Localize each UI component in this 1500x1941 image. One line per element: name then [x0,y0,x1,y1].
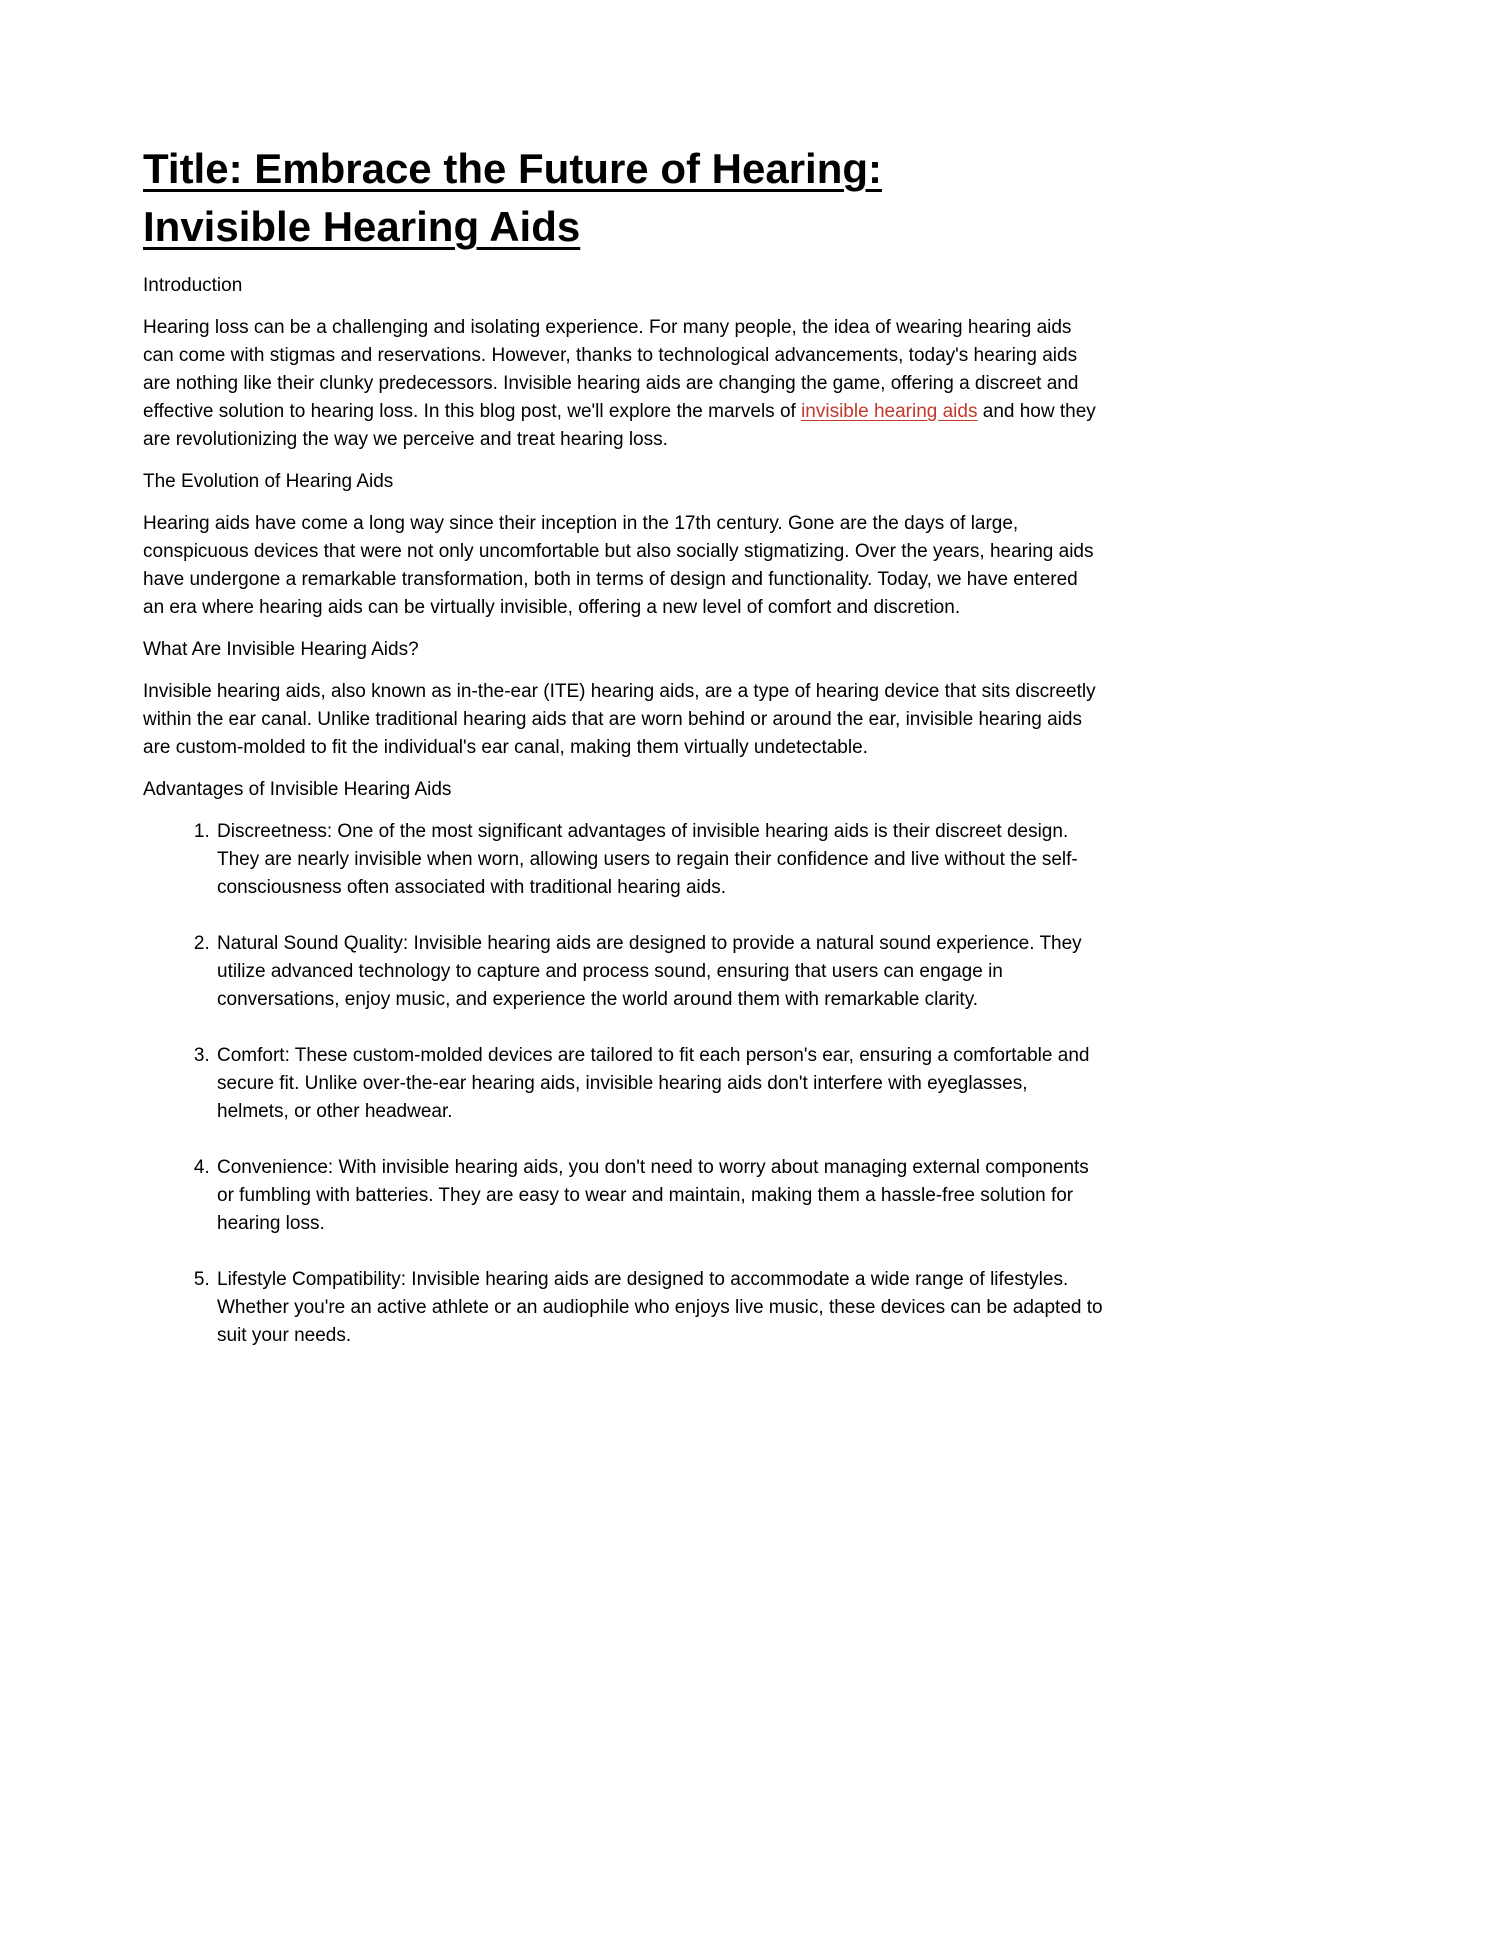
introduction-text-before-link: Hearing loss can be a challenging and isolating experience. For many people, the idea of wearing hearing aids can come with stigmas and reservations. However, thanks to technological advancements, today's hearing aids are nothing like their clunky predecessors. Invisible hearing aids are changing the game, offering a discreet and effective solution to hearing loss. In this blog post, we'll explore the marvels of [143,317,1079,422]
document-content [143,140,1103,1350]
page-title-line-2: Invisible Hearing Aids [143,203,581,250]
what-are-paragraph: Invisible hearing aids, also known as in-the-ear (ITE) hearing aids, are a type of hearing device that sits discreetly within the ear canal. Unlike traditional hearing aids that are worn behind or around the ear, invisible hearing aids are custom-molded to fit the individual's ear canal, making them virtually undetectable. [143,681,1096,758]
evolution-heading: The Evolution of Hearing Aids [143,471,394,492]
list-item-lifestyle-compatibility: 5. Lifestyle Compatibility: Invisible hearing aids are designed to accommodate a wide range of lifestyles. Whether you're an active athlete or an audiophile who enjoys live music, these devices can be adapted to suit your needs. [215,1266,1103,1350]
introduction-text-after-link: and how they are revolutionizing the way we perceive and treat hearing loss. [143,401,1096,450]
introduction-heading: Introduction [143,275,243,296]
page-title [143,140,1103,256]
list-item-natural-sound-quality: 2. Natural Sound Quality: Invisible hearing aids are designed to provide a natural sound experience. They utilize advanced technology to capture and process sound, ensuring that users can engage in conversations, enjoy music, and experience the world around them with remarkable clarity. [215,930,1103,1014]
evolution-paragraph: Hearing aids have come a long way since their inception in the 17th century. Gone are the days of large, conspicuous devices that were not only uncomfortable but also socially stigmatizing. Over the years, hearing aids have undergone a remarkable transformation, both in terms of design and functionality. Today, we have entered an era where hearing aids can be virtually invisible, offering a new level of comfort and discretion. [143,513,1094,618]
advantages-list [143,818,1103,1350]
introduction-paragraph [143,314,1103,454]
what-are-heading: What Are Invisible Hearing Aids? [143,639,419,660]
invisible-hearing-aids-link[interactable]: invisible hearing aids [801,401,978,422]
list-item-comfort: 3. Comfort: These custom-molded devices are tailored to fit each person's ear, ensuring a comfortable and secure fit. Unlike over-the-ear hearing aids, invisible hearing aids don't interfere with eyeglasses, helmets, or other headwear. [215,1042,1103,1126]
page-title-line-1: Title: Embrace the Future of Hearing: [143,145,882,192]
advantages-heading: Advantages of Invisible Hearing Aids [143,779,452,800]
list-item-discreetness: 1. Discreetness: One of the most significant advantages of invisible hearing aids is their discreet design. They are nearly invisible when worn, allowing users to regain their confidence and live without the self-consciousness often associated with traditional hearing aids. [215,818,1103,902]
list-item-convenience: 4. Convenience: With invisible hearing aids, you don't need to worry about managing external components or fumbling with batteries. They are easy to wear and maintain, making them a hassle-free solution for hearing loss. [215,1154,1103,1238]
